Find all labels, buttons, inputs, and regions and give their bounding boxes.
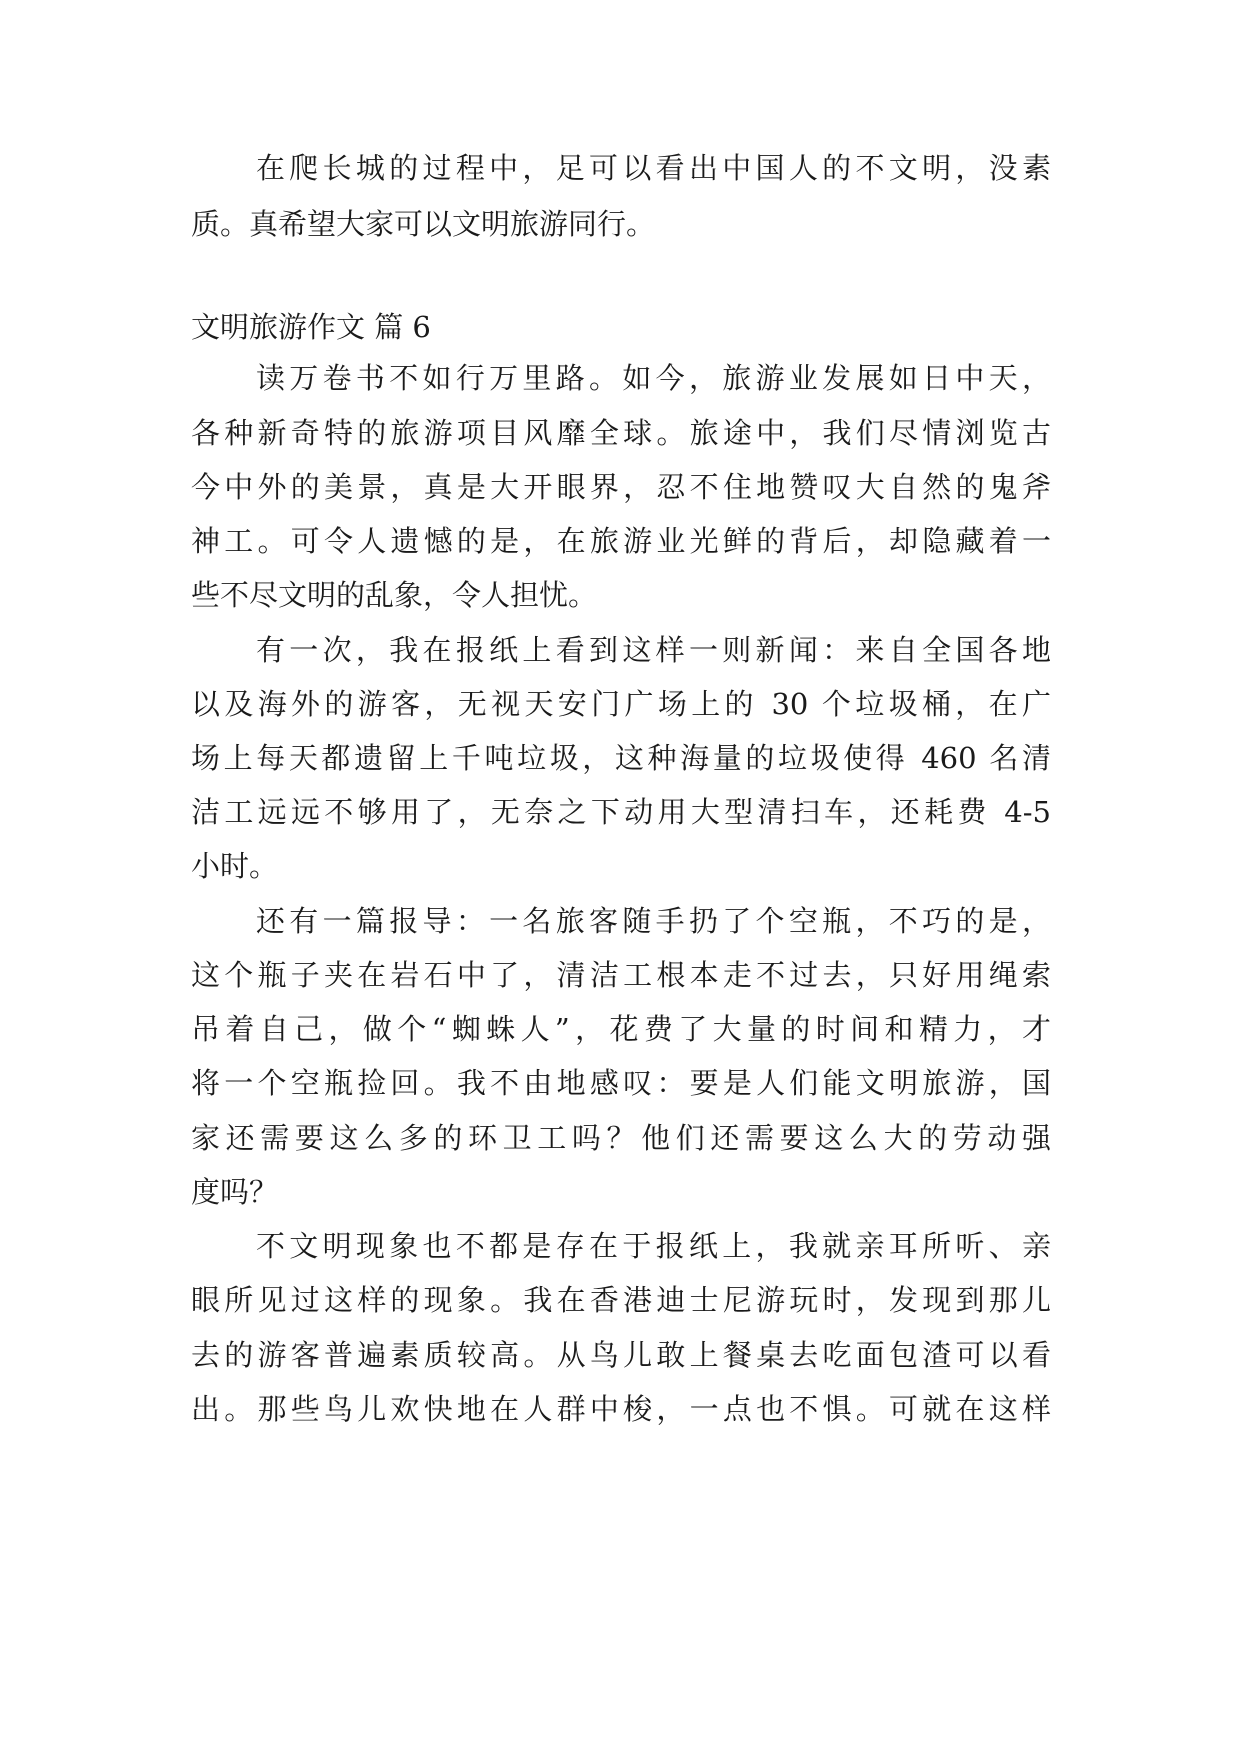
text-line: 家还需要这么多的环卫工吗？他们还需要这么大的劳动强 (191, 1121, 1051, 1155)
text-line: 些不尽文明的乱象，令人担忧。 (191, 578, 598, 612)
text-line: 眼所见过这样的现象。我在香港迪士尼游玩时，发现到那儿 (191, 1283, 1051, 1317)
text-line: 吊着自己，做个“蜘蛛人”，花费了大量的时间和精力，才 (191, 1012, 1051, 1046)
text-line: 各种新奇特的旅游项目风靡全球。旅途中，我们尽情浏览古 (191, 416, 1051, 450)
text-line: 度吗？ (191, 1175, 279, 1209)
section-heading: 文明旅游作文 篇 6 (191, 310, 431, 344)
text-line: 去的游客普遍素质较高。从鸟儿敢上餐桌去吃面包渣可以看 (191, 1338, 1051, 1372)
text-line: 小时。 (191, 849, 279, 883)
text-line: 在爬长城的过程中，足可以看出中国人的不文明，没素 (256, 151, 1051, 185)
text-line: 质。真希望大家可以文明旅游同行。 (191, 207, 656, 241)
text-line: 这个瓶子夹在岩石中了，清洁工根本走不过去，只好用绳索 (191, 958, 1051, 992)
text-line: 场上每天都遗留上千吨垃圾，这种海量的垃圾使得 460 名清 (191, 741, 1051, 775)
text-line: 将一个空瓶捡回。我不由地感叹：要是人们能文明旅游，国 (191, 1066, 1051, 1100)
text-line: 出。那些鸟儿欢快地在人群中梭，一点也不惧。可就在这样 (191, 1392, 1051, 1426)
text-line: 不文明现象也不都是存在于报纸上，我就亲耳所听、亲 (256, 1229, 1051, 1263)
text-line: 今中外的美景，真是大开眼界，忍不住地赞叹大自然的鬼斧 (191, 470, 1051, 504)
text-line: 读万卷书不如行万里路。如今，旅游业发展如日中天， (256, 361, 1051, 395)
text-line: 神工。可令人遗憾的是，在旅游业光鲜的背后，却隐藏着一 (191, 524, 1051, 558)
text-line: 以及海外的游客，无视天安门广场上的 30 个垃圾桶，在广 (191, 687, 1051, 721)
text-line: 洁工远远不够用了，无奈之下动用大型清扫车，还耗费 4-5 (191, 795, 1051, 829)
text-line: 还有一篇报导：一名旅客随手扔了个空瓶，不巧的是， (256, 904, 1051, 938)
text-line: 有一次，我在报纸上看到这样一则新闻：来自全国各地 (256, 633, 1051, 667)
